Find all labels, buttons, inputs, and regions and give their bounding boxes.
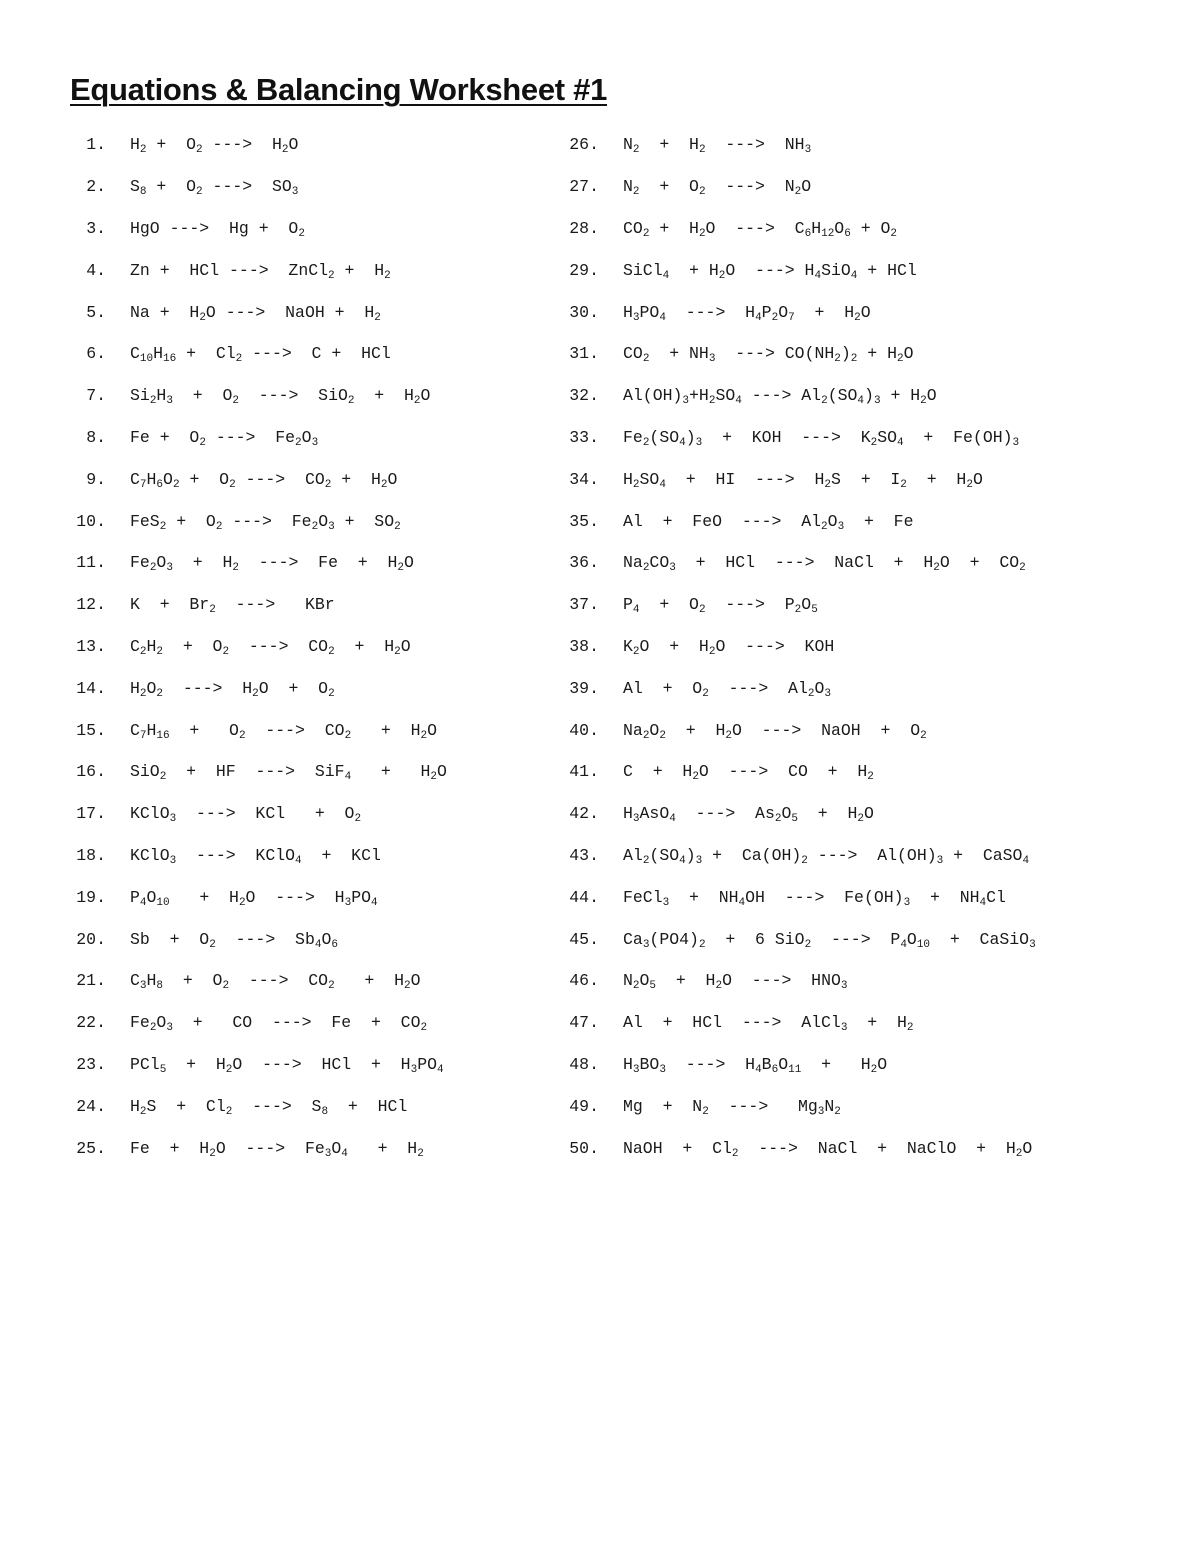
equation-item: [563, 208, 1183, 250]
equation-text: $C_7H_6O_2 + O_2$ ---> $CO_2 + H_2O$: [130, 469, 398, 491]
equation-number: 11.: [76, 553, 106, 573]
equation-number: 12.: [76, 595, 106, 615]
equation-item: [563, 960, 1183, 1002]
equation-text: $PCl_5 + H_2O$ ---> HCl + $H_3PO_4$: [130, 1054, 444, 1076]
equation-text: $S_8 + O_2$ ---> $SO_3$: [130, 177, 299, 199]
equation-item: [70, 542, 550, 584]
equation-item: [563, 667, 1183, 709]
equation-text: $Al_2(SO_4)_3 + Ca(OH)_2$ ---> $Al(OH)_3$ + CaSO$_4$: [623, 845, 1030, 867]
equation-number: 32.: [569, 386, 599, 406]
equation-text: $H_3PO_4$ ---> $H_4P_2O_7 + H_2O$: [623, 302, 871, 324]
equation-text: SiCl$_4$ + $H_2O$ ---> $H_4SiO_4$ + HCl: [623, 260, 917, 282]
equation-item: [563, 1085, 1183, 1127]
equation-number: 34.: [569, 469, 599, 489]
equation-text: $Sb + O_2$ ---> $Sb_4O_6$: [130, 929, 338, 951]
equation-number: 19.: [76, 887, 106, 907]
equation-text: $P_4 + O_2$ ---> $P_2O_5$: [623, 595, 818, 617]
equation-text: HgO ---> $Hg + O_2$: [130, 218, 305, 240]
equation-item: [70, 751, 550, 793]
equation-text: $C_{10}H_{16} + Cl_2$ ---> C + HCl: [130, 344, 391, 366]
equation-text: $H_2O_2$ ---> $H_2O + O_2$: [130, 678, 335, 700]
equation-number: 9.: [86, 469, 106, 489]
equation-number: 5.: [86, 302, 106, 322]
equation-item: [563, 751, 1183, 793]
equation-text: Al + HCl ---> AlCl$_3$ + $H_2$: [623, 1013, 914, 1035]
equation-item: [70, 835, 550, 877]
equation-number: 2.: [86, 177, 106, 197]
equation-number: 38.: [569, 636, 599, 656]
equation-text: $Fe + O_2$ ---> $Fe_2O_3$: [130, 427, 319, 449]
equation-text: $Al + O_2$ ---> $Al_2O_3$: [623, 678, 831, 700]
equation-text: $Na_2CO_3$ + HCl ---> NaCl + $H_2O + CO_2$: [623, 553, 1026, 575]
equation-item: [563, 291, 1183, 333]
equation-column-right: [563, 124, 1183, 1169]
equation-text: $Ca_3(PO4)_2 + 6$ SiO$_2$ ---> $P_4O_{10}$ + CaSiO$_3$: [623, 929, 1036, 951]
equation-item: [563, 918, 1183, 960]
equation-number: 36.: [569, 553, 599, 573]
equation-number: 28.: [569, 218, 599, 238]
equation-text: $Mg + N_2$ ---> $Mg_3N_2$: [623, 1096, 841, 1118]
equation-text: $Fe + H_2O$ ---> $Fe_3O_4 + H_2$: [130, 1138, 424, 1160]
equation-number: 8.: [86, 427, 106, 447]
equation-text: $Na + H_2O$ ---> NaOH + $H_2$: [130, 302, 381, 324]
equation-text: $P_4O_{10} + H_2O$ ---> $H_3PO_4$: [130, 887, 378, 909]
equation-number: 30.: [569, 302, 599, 322]
equation-number: 6.: [86, 344, 106, 364]
equation-number: 41.: [569, 762, 599, 782]
equation-text: $H_3AsO_4$ ---> $As_2O_5 + H_2O$: [623, 804, 874, 826]
equation-item: [563, 626, 1183, 668]
equation-number: 40.: [569, 720, 599, 740]
equation-number: 17.: [76, 804, 106, 824]
equation-number: 18.: [76, 845, 106, 865]
equation-item: [70, 960, 550, 1002]
equation-number: 49.: [569, 1096, 599, 1116]
equation-item: [563, 417, 1183, 459]
equation-number: 16.: [76, 762, 106, 782]
equation-number: 27.: [569, 177, 599, 197]
equation-item: [563, 500, 1183, 542]
equation-number: 22.: [76, 1013, 106, 1033]
equation-text: $C_7H_{16} + O_2$ ---> $CO_2 + H_2O$: [130, 720, 438, 742]
equation-item: [70, 1002, 550, 1044]
equation-item: [563, 1002, 1183, 1044]
equation-item: [70, 1085, 550, 1127]
equation-item: [70, 208, 550, 250]
page-title: Equations & Balancing Worksheet #1: [70, 72, 608, 107]
equation-number: 42.: [569, 804, 599, 824]
equation-number: 50.: [569, 1138, 599, 1158]
equation-item: [70, 333, 550, 375]
equation-text: SiO$_2$ + HF ---> $SiF_4 + H_2O$: [130, 762, 447, 784]
equation-text: $H_2S + Cl_2$ ---> $S_8$ + HCl: [130, 1096, 408, 1118]
equation-number: 37.: [569, 595, 599, 615]
equation-item: [70, 1044, 550, 1086]
equation-number: 10.: [76, 511, 106, 531]
equation-text: $Fe_2(SO_4)_3$ + KOH ---> $K_2SO_4 + Fe(OH)_3$: [623, 427, 1020, 449]
equation-item: [70, 918, 550, 960]
equation-number: 3.: [86, 218, 106, 238]
equation-number: 4.: [86, 260, 106, 280]
equation-text: $N_2O_5 + H_2O$ ---> $HNO_3$: [623, 971, 848, 993]
equation-item: [70, 375, 550, 417]
equation-text: Al + FeO ---> $Al_2O_3 + Fe$: [623, 511, 914, 533]
equation-item: [563, 1127, 1183, 1169]
equation-number: 15.: [76, 720, 106, 740]
equation-text: $CO_2 + H_2O$ ---> $C_6H_{12}O_6 + O_2$: [623, 218, 898, 240]
equation-number: 35.: [569, 511, 599, 531]
equation-text: $Al(OH)_3+H_2SO_4$ ---> $Al_2(SO_4)_3 + H_2O$: [623, 386, 937, 408]
equation-item: [563, 375, 1183, 417]
equation-text: Zn + HCl ---> ZnCl$_2$ + $H_2$: [130, 260, 391, 282]
equation-text: $C + H_2O$ ---> CO + $H_2$: [623, 762, 874, 784]
equation-number: 7.: [86, 386, 106, 406]
equation-item: [563, 333, 1183, 375]
equation-item: [563, 709, 1183, 751]
equation-item: [70, 166, 550, 208]
equation-text: NaOH + $Cl_2$ ---> NaCl + NaClO + $H_2O$: [623, 1138, 1033, 1160]
equation-number: 47.: [569, 1013, 599, 1033]
equation-number: 46.: [569, 971, 599, 991]
equation-text: FeCl$_3$ + $NH_4OH$ ---> $Fe(OH)_3 + NH_4Cl$: [623, 887, 1006, 909]
equation-number: 26.: [569, 135, 599, 155]
equation-item: [70, 709, 550, 751]
equation-text: $Fe_2O_3$ + CO ---> $Fe + CO_2$: [130, 1013, 428, 1035]
equation-text: $H_2 + O_2$ ---> $H_2O$: [130, 135, 299, 157]
equation-text: $Fe_2O_3 + H_2$ ---> $Fe + H_2O$: [130, 553, 414, 575]
equation-text: $K + Br_2$ ---> KBr: [130, 595, 335, 617]
equation-text: $H_2SO_4$ + HI ---> $H_2S + I_2 + H_2O$: [623, 469, 983, 491]
equation-item: [563, 249, 1183, 291]
equation-item: [563, 876, 1183, 918]
equation-item: [70, 1127, 550, 1169]
equation-number: 44.: [569, 887, 599, 907]
equation-item: [563, 124, 1183, 166]
equation-item: [70, 417, 550, 459]
equation-item: [70, 249, 550, 291]
equation-item: [563, 584, 1183, 626]
equation-number: 14.: [76, 678, 106, 698]
equation-text: $C_2H_2 + O_2$ ---> $CO_2 + H_2O$: [130, 636, 411, 658]
equation-text: $Na_2O_2 + H_2O$ ---> NaOH + $O_2$: [623, 720, 927, 742]
equation-number: 31.: [569, 344, 599, 364]
equation-item: [70, 793, 550, 835]
equation-number: 1.: [86, 135, 106, 155]
equation-item: [563, 835, 1183, 877]
equation-item: [70, 626, 550, 668]
equation-item: [563, 793, 1183, 835]
equation-item: [70, 876, 550, 918]
equation-number: 13.: [76, 636, 106, 656]
equation-number: 23.: [76, 1054, 106, 1074]
equation-text: KClO$_3$ ---> KCl + $O_2$: [130, 804, 362, 826]
equation-column-left: [70, 124, 550, 1169]
equation-item: [70, 500, 550, 542]
equation-text: $C_3H_8 + O_2$ ---> $CO_2 + H_2O$: [130, 971, 421, 993]
equation-item: [70, 584, 550, 626]
equation-number: 43.: [569, 845, 599, 865]
equation-item: [563, 166, 1183, 208]
equation-item: [563, 542, 1183, 584]
equation-number: 33.: [569, 427, 599, 447]
equation-text: $K_2O + H_2O$ ---> KOH: [623, 636, 835, 658]
equation-text: $FeS_2 + O_2$ ---> $Fe_2O_3 + SO_2$: [130, 511, 401, 533]
equation-number: 48.: [569, 1054, 599, 1074]
equation-item: [70, 458, 550, 500]
equation-number: 20.: [76, 929, 106, 949]
equation-number: 24.: [76, 1096, 106, 1116]
equation-text: $CO_2 + NH_3$ ---> $CO(NH_2)_2 + H_2O$: [623, 344, 914, 366]
equation-item: [70, 667, 550, 709]
equation-number: 21.: [76, 971, 106, 991]
equation-item: [70, 124, 550, 166]
equation-number: 29.: [569, 260, 599, 280]
equation-text: $H_3BO_3$ ---> $H_4B_6O_{11} + H_2O$: [623, 1054, 888, 1076]
equation-item: [70, 291, 550, 333]
equation-text: $N_2 + O_2$ ---> $N_2O$: [623, 177, 812, 199]
equation-number: 39.: [569, 678, 599, 698]
equation-number: 25.: [76, 1138, 106, 1158]
equation-text: $N_2 + H_2$ ---> $NH_3$: [623, 135, 812, 157]
equation-number: 45.: [569, 929, 599, 949]
equation-text: KClO$_3$ ---> KClO$_4$ + KCl: [130, 845, 381, 867]
equation-item: [563, 1044, 1183, 1086]
equation-item: [563, 458, 1183, 500]
equation-text: $Si_2H_3 + O_2$ ---> $SiO_2 + H_2O$: [130, 386, 431, 408]
